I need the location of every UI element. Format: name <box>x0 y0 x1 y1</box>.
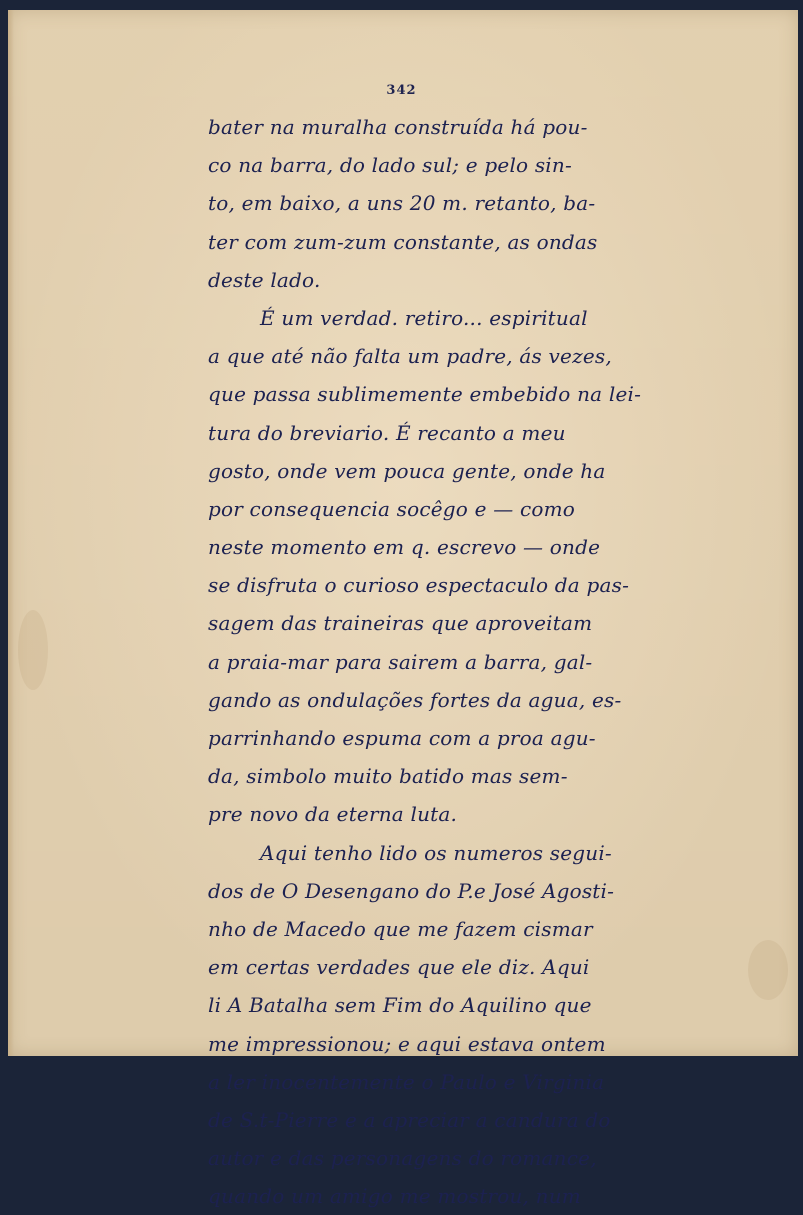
text-line: autor e das personagens do romance, <box>208 1146 597 1171</box>
text-line: nho de Macedo que me fazem cismar <box>208 916 593 941</box>
text-line: dos de O Desengano do P.e José Agosti- <box>208 878 615 903</box>
text-line: gosto, onde vem pouca gente, onde ha <box>208 458 606 483</box>
handwritten-text <box>208 108 692 1215</box>
text-line: ter com zum-zum constante, as ondas <box>208 229 598 254</box>
page-edge-shadow <box>8 10 14 1056</box>
text-line: em certas verdades que ele diz. Aqui <box>208 955 590 980</box>
text-line: por consequencia socêgo e — como <box>208 496 576 521</box>
page-number: 342 <box>386 83 417 98</box>
paper-stain <box>18 610 48 690</box>
paper-stain <box>748 940 788 1000</box>
paragraph-start-line: Aqui tenho lido os numeros segui- <box>260 840 612 865</box>
text-line: da, simbolo muito batido mas sem- <box>208 764 568 789</box>
text-line: parrinhando espuma com a proa agu- <box>208 726 596 750</box>
text-line: a que até não falta um padre, ás vezes, <box>208 344 612 369</box>
text-line: que passa sublimemente embebido na lei- <box>208 382 642 407</box>
paragraph-start-line: É um verdad. retiro... espiritual <box>260 305 588 330</box>
text-line: a praia-mar para sairem a barra, gal- <box>208 649 593 674</box>
text-line: to, em baixo, a uns 20 m. retanto, ba- <box>208 191 596 216</box>
text-line: quando um amigo me mostrou, num <box>208 1184 581 1209</box>
text-line: li A Batalha sem Fim do Aquilino que <box>208 993 592 1018</box>
text-line: se disfruta o curioso espectaculo da pas- <box>208 573 630 598</box>
text-line: a ler inocentemente o Paulo e Virginia <box>208 1069 605 1094</box>
text-line: sagem das traineiras que aproveitam <box>208 611 593 636</box>
text-line: de S.t-Pierre e a apreciar a candura do <box>208 1107 611 1132</box>
text-line: deste lado. <box>208 267 321 292</box>
text-line: me impressionou; e aqui estava ontem <box>208 1031 606 1056</box>
text-line: gando as ondulações fortes da agua, es- <box>208 687 622 712</box>
text-line: bater na muralha construída há pou- <box>208 115 588 139</box>
text-line: neste momento em q. escrevo — onde <box>208 535 601 560</box>
text-line: pre novo da eterna luta. <box>208 802 458 827</box>
text-line: co na barra, do lado sul; e pelo sin- <box>208 153 572 178</box>
text-line: tura do breviario. É recanto a meu <box>208 420 566 445</box>
